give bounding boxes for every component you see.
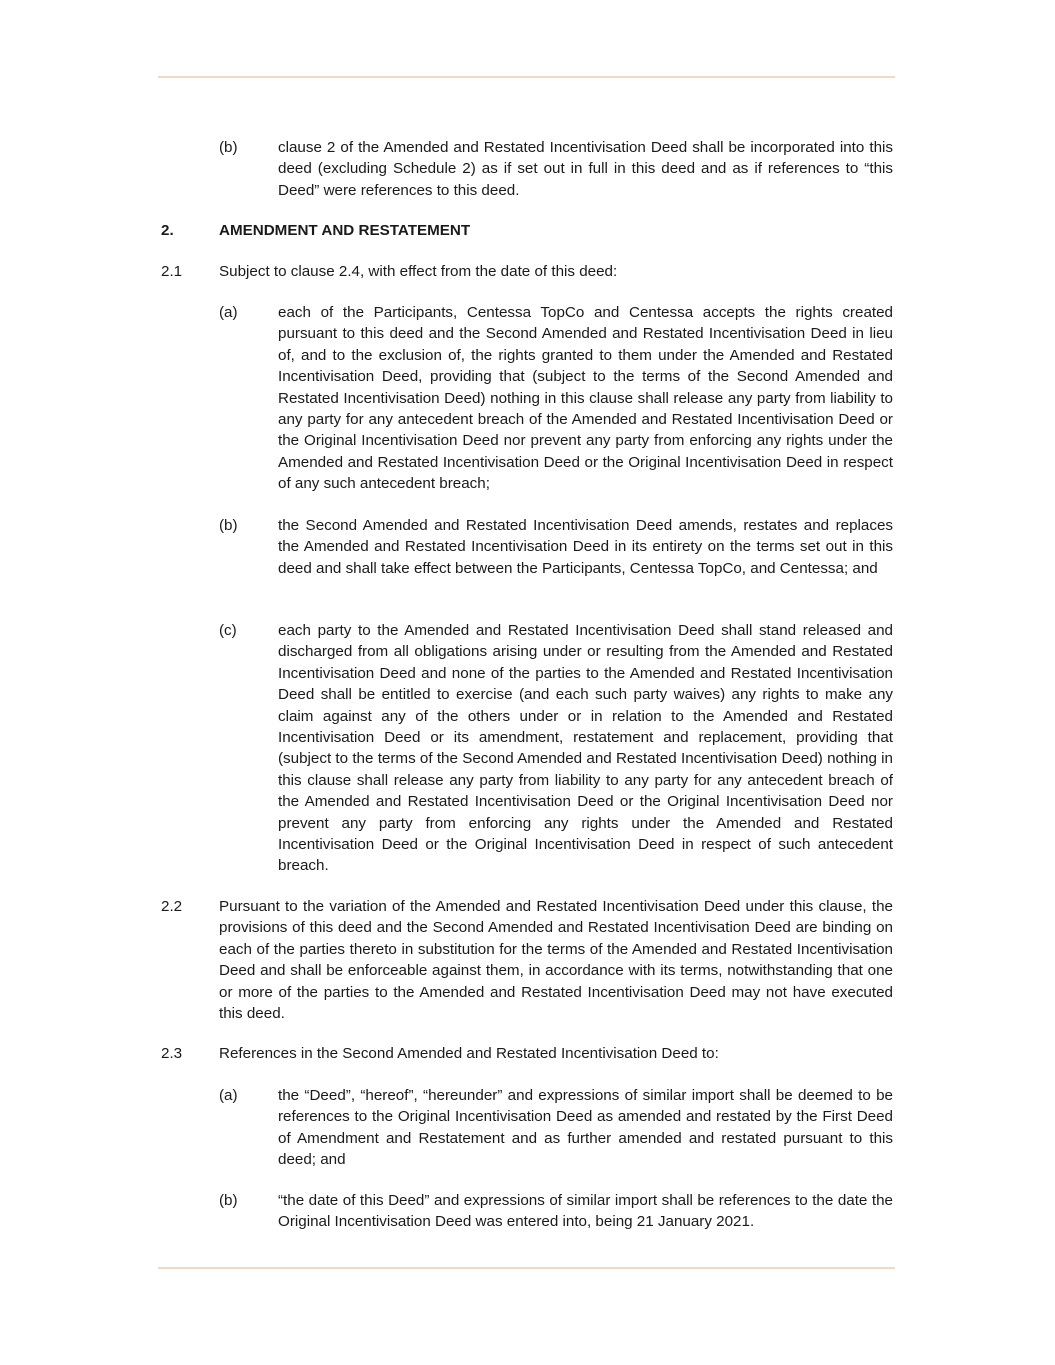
clause-text: Subject to clause 2.4, with effect from the date of this deed:: [219, 263, 618, 280]
clause-label: (a): [219, 1087, 238, 1104]
clause-number: 2.2: [161, 898, 183, 915]
clause-text: clause 2 of the Amended and Restated Incentivisation Deed shall be incorporated into this deed (excluding Schedule 2) as if set out in full in this deed and as if references to “this Deed” were references to this deed.: [278, 139, 893, 199]
clause-text: References in the Second Amended and Restated Incentivisation Deed to:: [219, 1045, 719, 1062]
clause-label: (b): [219, 139, 238, 156]
clause-text: each of the Participants, Centessa TopCo and Centessa accepts the rights created pursuant to this deed and the Second Amended and Restated Incentivisation Deed in lieu of, and to the exclusion of, the rights granted to them under the Amended and Restated Incentivisation Deed, providing that (subject to the terms of the Second Amended and Restated Incentivisation Deed) nothing in this clause shall release any party from liability to any party for any antecedent breach of the Amended and Restated Incentivisation Deed or the Original Incentivisation Deed nor prevent any party from enforcing any rights under the Amended and Restated Incentivisation Deed or the Original Incentivisation Deed in respect of any such antecedent breach;: [278, 304, 893, 493]
section-title: AMENDMENT AND RESTATEMENT: [219, 222, 471, 239]
section-number: 2.: [161, 222, 174, 239]
clause-label: (c): [219, 622, 237, 639]
clause-label: (a): [219, 304, 238, 321]
clause-text: Pursuant to the variation of the Amended and Restated Incentivisation Deed under this clause, the provisions of this deed and the Second Amended and Restated Incentivisation Deed are binding on each of the parties thereto in substitution for the terms of the Amended and Restated Incentivisation Deed and shall be enforceable against them, in accordance with its terms, notwithstanding that one or more of the parties to the Amended and Restated Incentivisation Deed may not have executed this deed.: [219, 898, 893, 1023]
clause-label: (b): [219, 1192, 238, 1209]
clause-text: each party to the Amended and Restated Incentivisation Deed shall stand released and discharged from all obligations arising under or resulting from the Amended and Restated Incentivisation Deed and none of the parties to the Amended and Restated Incentivisation Deed shall be entitled to exercise (and each such party waives) any rights to make any claim against any of the others under or in relation to the Amended and Restated Incentivisation Deed or its amendment, restatement and replacement, providing that (subject to the terms of the Second Amended and Restated Incentivisation Deed) nothing in this clause shall release any party from liability to any party for any antecedent breach of the Amended and Restated Incentivisation Deed or the Original Incentivisation Deed nor prevent any party from enforcing any rights under the Amended and Restated Incentivisation Deed or the Original Incentivisation Deed in respect of such antecedent breach.: [278, 622, 893, 875]
clause-label: (b): [219, 517, 238, 534]
clause-text: “the date of this Deed” and expressions of similar import shall be references to the date the Original Incentivisation Deed was entered into, being 21 January 2021.: [278, 1192, 893, 1231]
clause-text: the “Deed”, “hereof”, “hereunder” and expressions of similar import shall be deemed to be references to the Original Incentivisation Deed as amended and restated by the First Deed of Amendment and Restatement and as further amended and restated pursuant to this deed; and: [278, 1087, 893, 1169]
clause-text: the Second Amended and Restated Incentivisation Deed amends, restates and replaces the Amended and Restated Incentivisation Deed in its entirety on the terms set out in this deed and shall take effect between the Participants, Centessa TopCo, and Centessa; and: [278, 517, 893, 577]
footer-rule: [158, 1267, 895, 1269]
clause-number: 2.3: [161, 1045, 183, 1062]
clause-number: 2.1: [161, 263, 183, 280]
header-rule: [158, 76, 895, 78]
